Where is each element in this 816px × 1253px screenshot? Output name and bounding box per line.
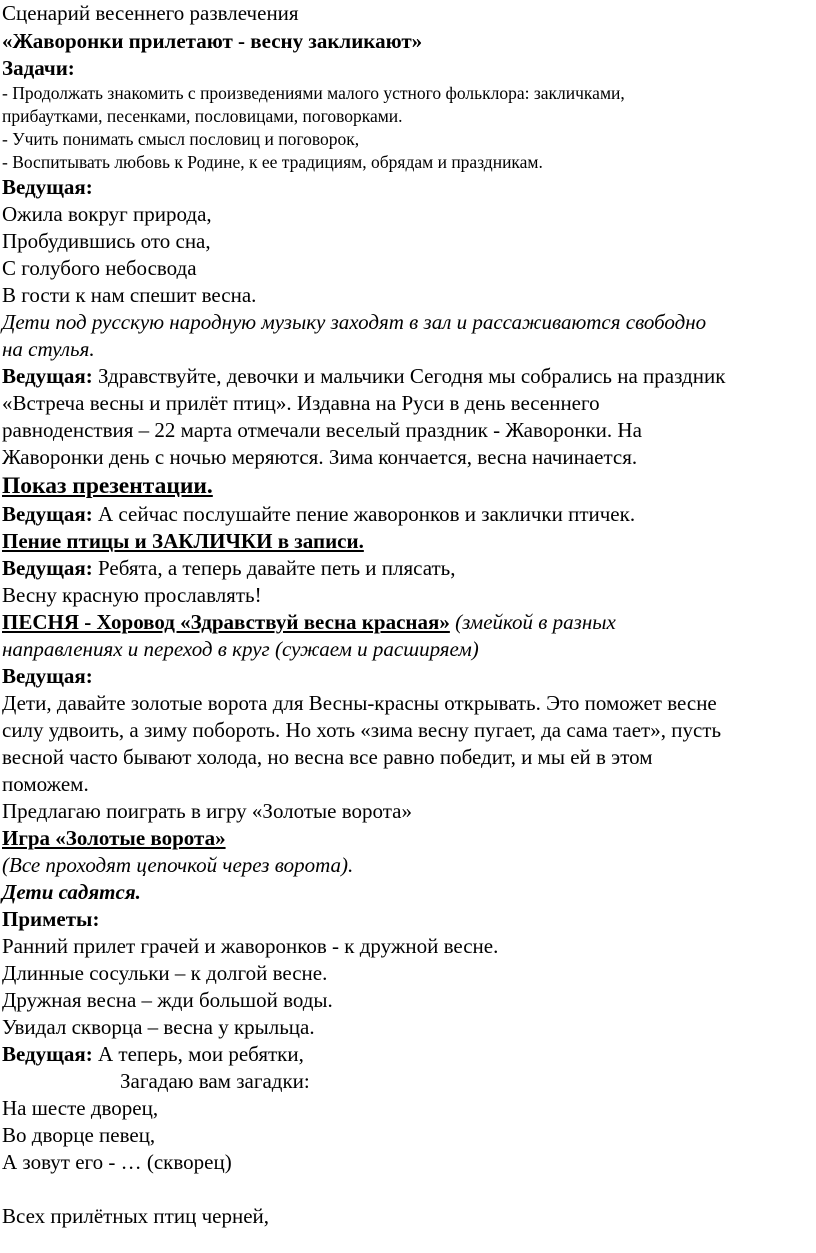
- song-note: (змейкой в разных: [449, 610, 616, 634]
- riddle-intro: Загадаю вам загадки:: [120, 1069, 310, 1093]
- listen-line: [2, 504, 635, 525]
- poem-line: Пробудившись ото сна,: [2, 229, 211, 253]
- listen-text: А сейчас послушайте пение жаворонков и заклички птичек.: [92, 502, 636, 526]
- omen-line: Увидал скворца – весна у крыльца.: [2, 1015, 315, 1039]
- host-label: Ведущая:: [2, 1042, 93, 1066]
- riddle-line: Во дворце певец,: [2, 1123, 156, 1147]
- gates-speech-line: весной часто бывают холода, но весна все равно победит, и мы ей в этом: [2, 745, 653, 769]
- task-line: - Воспитывать любовь к Родине, к ее традициям, обрядам и праздникам.: [2, 152, 543, 172]
- children-sit: Дети садятся.: [2, 880, 141, 904]
- omen-line: Ранний прилет грачей и жаворонков - к дружной весне.: [2, 934, 499, 958]
- tasks-heading: Задачи:: [2, 56, 75, 80]
- host-label: Ведущая:: [2, 664, 93, 688]
- game-direction: (Все проходят цепочкой через ворота).: [2, 853, 354, 877]
- gates-speech-line: силу удвоить, а зиму побороть. Но хоть «зима весну пугает, да сама тает», пусть: [2, 718, 722, 742]
- greeting-line: «Встреча весны и прилёт птиц». Издавна на Руси в день весеннего: [2, 391, 600, 415]
- riddle-line: На шесте дворец,: [2, 1096, 159, 1120]
- omens-heading: Приметы:: [2, 907, 100, 931]
- omen-line: Дружная весна – жди большой воды.: [2, 988, 333, 1012]
- gates-speech-line: Предлагаю поиграть в игру «Золотые ворота»: [2, 799, 412, 823]
- gates-speech-line: Дети, давайте золотые ворота для Весны-красны открывать. Это поможет весне: [2, 691, 717, 715]
- riddle-line: А зовут его - … (скворец): [2, 1150, 232, 1174]
- sing-line: [2, 558, 456, 579]
- task-line: - Учить понимать смысл пословиц и поговорок,: [2, 129, 360, 149]
- stage-direction: на стулья.: [2, 337, 95, 361]
- host-label: Ведущая:: [2, 502, 93, 526]
- event-title: «Жаворонки прилетают - весну закликают»: [2, 29, 423, 53]
- song-note: направлениях и переход в круг (сужаем и расширяем): [2, 637, 479, 661]
- poem-line: В гости к нам спешит весна.: [2, 283, 257, 307]
- sing-text: Ребята, а теперь давайте петь и плясать,: [92, 556, 456, 580]
- document-title: Сценарий весеннего развлечения: [2, 1, 299, 25]
- host-label: Ведущая:: [2, 175, 93, 199]
- riddle-intro: [2, 1044, 304, 1065]
- host-label: Ведущая:: [2, 364, 93, 388]
- riddle-intro-text: А теперь, мои ребятки,: [92, 1042, 304, 1066]
- host-label: Ведущая:: [2, 556, 93, 580]
- song-line: [2, 612, 616, 633]
- sing-line: Весну красную прославлять!: [2, 583, 262, 607]
- riddle-line: Всех прилётных птиц черней,: [2, 1204, 270, 1228]
- recording-heading: Пение птицы и ЗАКЛИЧКИ в записи.: [2, 529, 364, 553]
- greeting-line: [2, 366, 725, 387]
- greeting-line: равноденствия – 22 марта отмечали веселый праздник - Жаворонки. На: [2, 418, 642, 442]
- omen-line: Длинные сосульки – к долгой весне.: [2, 961, 328, 985]
- presentation-heading: Показ презентации.: [2, 473, 213, 499]
- greeting-text: Здравствуйте, девочки и мальчики Сегодня мы собрались на праздник: [92, 364, 726, 388]
- greeting-line: Жаворонки день с ночью меряются. Зима кончается, весна начинается.: [2, 445, 638, 469]
- poem-line: С голубого небосвода: [2, 256, 197, 280]
- game-heading: Игра «Золотые ворота»: [2, 826, 226, 850]
- poem-line: Ожила вокруг природа,: [2, 202, 212, 226]
- task-line: прибаутками, песенками, пословицами, поговорками.: [2, 106, 403, 126]
- gates-speech-line: поможем.: [2, 772, 89, 796]
- task-line: - Продолжать знакомить с произведениями малого устного фольклора: закличками,: [2, 83, 625, 103]
- song-title: ПЕСНЯ - Хоровод «Здравствуй весна красная»: [2, 610, 450, 634]
- stage-direction: Дети под русскую народную музыку заходят в зал и рассаживаются свободно: [2, 310, 707, 334]
